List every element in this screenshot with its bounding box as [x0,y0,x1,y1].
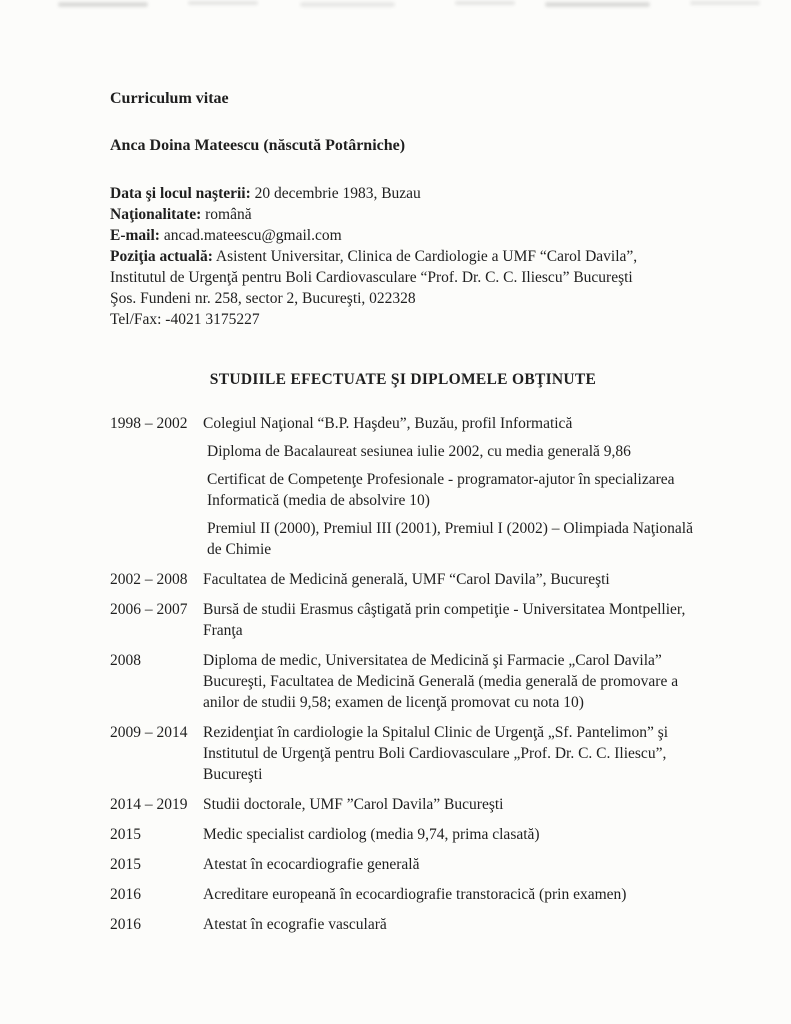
personal-info [110,183,696,330]
entry-paragraph: Bursă de studii Erasmus câştigată prin competiţie - Universitatea Montpellier, Franţa [203,601,686,639]
education-list [110,413,696,935]
entry-paragraph: Diploma de Bacalaureat sesiunea iulie 2002, cu media generală 9,86 [207,443,631,460]
entry-period: 2014 – 2019 [110,796,188,813]
education-entry [110,884,696,905]
entry-description [203,569,696,590]
entry-period: 2016 [110,916,141,933]
entry-description [203,413,696,560]
entry-period: 2009 – 2014 [110,724,188,741]
scan-artifact [300,2,395,7]
entry-period: 2006 – 2007 [110,601,188,618]
scan-artifact [690,1,760,5]
entry-paragraph: Premiul II (2000), Premiul III (2001), Premiul I (2002) – Olimpiada Naţională de Chimie [207,520,693,558]
entry-description [203,824,696,845]
info-line-nationality [110,204,696,225]
education-entry [110,854,696,875]
person-name: Anca Doina Mateescu (născută Potârniche) [110,137,406,154]
entry-paragraph: Certificat de Competenţe Profesionale - programator-ajutor în specializarea Informatică (media de absolvire 10) [207,471,675,509]
entry-description [203,722,696,785]
scan-artifact [58,2,148,7]
entry-paragraph: Diploma de medic, Universitatea de Medicină şi Farmacie „Carol Davila” Bucureşti, Facultatea de Medicină Generală (media generală de promovare a anilor de studii 9,58; examen de licenţă promovat cu nota 10) [203,652,679,711]
entry-period: 1998 – 2002 [110,415,188,432]
entry-paragraph: Facultatea de Medicină generală, UMF “Carol Davila”, Bucureşti [203,571,610,588]
info-label: Poziţia actuală: [110,248,213,265]
info-line-birth [110,183,696,204]
cv-title: Curriculum vitae [110,90,229,107]
info-value: Institutul de Urgenţă pentru Boli Cardiovasculare “Prof. Dr. C. C. Iliescu” Bucureşti [110,269,633,286]
entry-period: 2002 – 2008 [110,571,188,588]
education-entry [110,599,696,641]
info-value: Şos. Fundeni nr. 258, sector 2, Bucureşti, 022328 [110,290,416,307]
info-line-telfax [110,309,696,330]
info-value: 20 decembrie 1983, Buzau [250,185,421,202]
education-entry [110,824,696,845]
info-label: Data şi locul naşterii: [110,185,251,202]
entry-paragraph: Studii doctorale, UMF ”Carol Davila” Bucureşti [203,796,504,813]
scan-artifact [455,1,515,5]
entry-description [203,599,696,641]
education-entry [110,413,696,560]
entry-paragraph: Acreditare europeană în ecocardiografie transtoracică (prin examen) [203,886,627,903]
info-value: română [201,206,252,223]
info-label: Naţionalitate: [110,206,202,223]
entry-period: 2015 [110,826,141,843]
education-entry [110,794,696,815]
entry-paragraph: Medic specialist cardiolog (media 9,74, prima clasată) [203,826,540,843]
entry-paragraph: Colegiul Naţional “B.P. Haşdeu”, Buzău, profil Informatică [203,415,573,432]
entry-paragraph: Atestat în ecocardiografie generală [203,856,420,873]
section-heading-studies: STUDIILE EFECTUATE ŞI DIPLOMELE OBŢINUTE [209,371,597,388]
scan-artifact [188,1,258,5]
info-line-position [110,246,696,267]
info-line-address [110,288,696,309]
education-entry [110,722,696,785]
info-value: ancad.mateescu@gmail.com [159,227,342,244]
entry-period: 2015 [110,856,141,873]
scan-artifact [545,2,650,7]
entry-paragraph: Rezidenţiat în cardiologie la Spitalul Clinic de Urgenţă „Sf. Pantelimon” şi Institutul de Urgenţă pentru Boli Cardiovasculare „Prof. Dr. C. C. Iliescu”, Bucureşti [203,724,669,783]
education-entry [110,569,696,590]
info-value: Asistent Universitar, Clinica de Cardiologie a UMF “Carol Davila”, [212,248,638,265]
education-entry [110,650,696,713]
entry-description [203,794,696,815]
entry-period: 2008 [110,652,141,669]
entry-description [203,914,696,935]
education-entry [110,914,696,935]
info-line-institute [110,267,696,288]
info-value: Tel/Fax: -4021 3175227 [110,311,260,328]
info-label: E-mail: [110,227,160,244]
entry-description [203,884,696,905]
info-line-email [110,225,696,246]
entry-period: 2016 [110,886,141,903]
entry-description [203,650,696,713]
entry-description [203,854,696,875]
entry-paragraph: Atestat în ecografie vasculară [203,916,387,933]
